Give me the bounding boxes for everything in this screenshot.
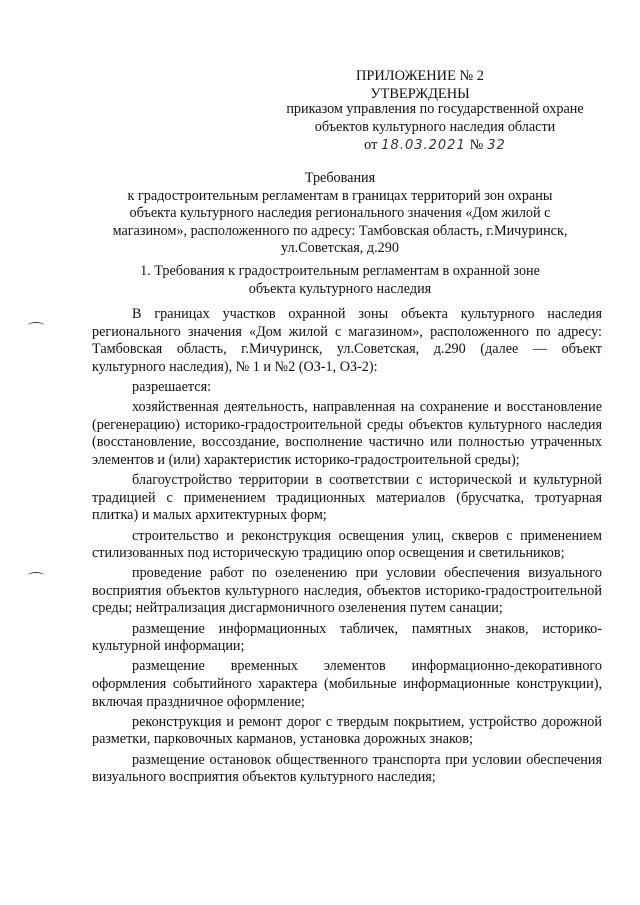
title-line-2: объекта культурного наследия регионального значения «Дом жилой с xyxy=(129,205,551,222)
paragraph-item: реконструкция и ремонт дорог с твердым покрытием, устройство дорожной разметки, парковочных карманов, установка дорожных знаков; xyxy=(92,713,602,748)
title-line-3: магазином», расположенного по адресу: Тамбовская область, г.Мичуринск, xyxy=(112,222,568,239)
document-title xyxy=(90,170,590,258)
paragraph-item: строительство и реконструкция освещения улиц, скверов с применением стилизованных под историческую традицию опор освещения и светильников; xyxy=(92,527,602,562)
margin-pencil-mark xyxy=(28,572,44,579)
paragraph-item: размещение остановок общественного транспорта при условии обеспечения визуального восприятия объектов культурного наследия; xyxy=(92,751,602,786)
paragraph-item: хозяйственная деятельность, направленная на сохранение и восстановление (регенерацию) историко-градостроительной среды объектов культурного наследия (восстановление, воссоздание, восполнение частично или полностью утраченных элементов и (или) характеристик историко-градостроительной среды); xyxy=(92,399,602,468)
paragraph-item: благоустройство территории в соответствии с исторической и культурной традицией с применением традиционных материалов (брусчатка, тротуарная плитка) и малых архитектурных форм; xyxy=(92,472,602,524)
title-line-1: к градостроительным регламентам в границах территорий зон охраны xyxy=(127,187,553,204)
order-date-prefix: от xyxy=(364,137,378,153)
paragraph-item: проведение работ по озеленению при условии обеспечения визуального восприятия объектов культурного наследия, объектов историко-градостроительной среды; нейтрализация дисгармоничного озеленения путем санации; xyxy=(92,565,602,617)
paragraph-allowed-label: разрешается: xyxy=(132,378,212,395)
approver-block xyxy=(250,100,620,155)
section-heading-line-1: 1. Требования к градостроительным регламентам в охранной зоне xyxy=(140,263,540,279)
order-number-handwritten: 32 xyxy=(487,138,506,153)
order-number-prefix: № xyxy=(469,137,484,153)
appendix-block xyxy=(250,67,590,103)
appendix-number: ПРИЛОЖЕНИЕ № 2 xyxy=(356,68,484,84)
paragraph-intro: В границах участков охранной зоны объекта культурного наследия регионального значения «Дом жилой с магазином», расположенного по адресу: Тамбовская область, г.Мичуринск, ул.Советская, д.290 (далее — объект культурного наследия), № 1 и №2 (ОЗ-1, ОЗ-2): xyxy=(92,306,602,375)
margin-pencil-mark xyxy=(28,322,44,329)
approved-label: УТВЕРЖДЕНЫ xyxy=(370,86,470,102)
section-heading xyxy=(120,262,560,298)
title-word: Требования xyxy=(304,170,376,186)
section-heading-line-2: объекта культурного наследия xyxy=(248,281,432,297)
paragraph-item: размещение временных элементов информационно-декоративного оформления событийного характера (мобильные информационные конструкции), включая праздничное оформление; xyxy=(92,658,602,710)
title-line-4: ул.Советская, д.290 xyxy=(281,240,399,257)
order-date-handwritten: 18.03.2021 xyxy=(381,138,466,153)
order-line xyxy=(364,136,506,155)
approver-line-2: объектов культурного наследия области xyxy=(314,119,556,135)
body-text xyxy=(92,306,602,787)
approver-line-1: приказом управления по государственной охране xyxy=(286,101,584,117)
paragraph-item: размещение информационных табличек, памятных знаков, историко-культурной информации; xyxy=(92,620,602,655)
